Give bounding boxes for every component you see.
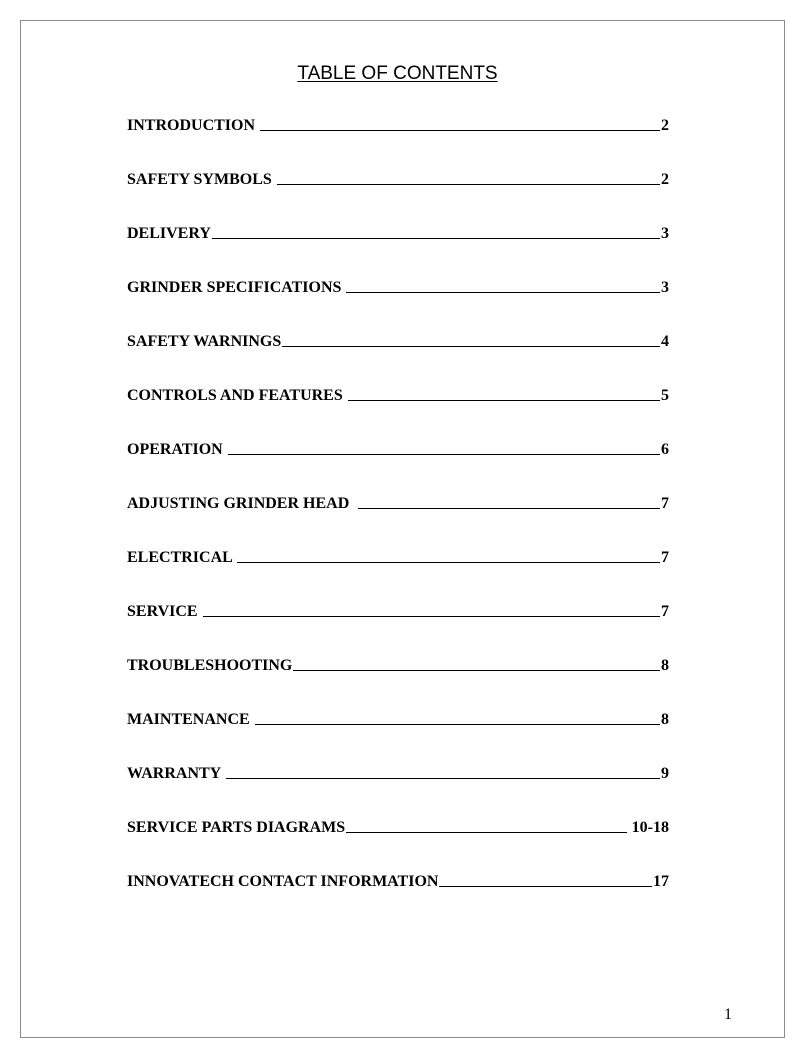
toc-list <box>127 117 669 927</box>
toc-entry-page: 4 <box>661 333 669 350</box>
toc-leader-line <box>237 562 660 563</box>
toc-entry-label: SERVICE PARTS DIAGRAMS <box>127 819 346 836</box>
toc-entry-maintenance <box>127 711 669 765</box>
toc-entry-label: MAINTENANCE <box>127 711 254 728</box>
toc-leader-line <box>282 346 660 347</box>
toc-entry-page: 7 <box>661 495 669 512</box>
toc-leader-line <box>277 184 660 185</box>
toc-entry-page: 3 <box>661 225 669 242</box>
toc-entry-service <box>127 603 669 657</box>
toc-entry-label: OPERATION <box>127 441 227 458</box>
toc-entry-electrical <box>127 549 669 603</box>
toc-title: TABLE OF CONTENTS <box>297 63 498 84</box>
toc-entry-label: ELECTRICAL <box>127 549 236 566</box>
toc-entry-grinder-specifications <box>127 279 669 333</box>
toc-entry-page: 3 <box>661 279 669 296</box>
toc-leader-line <box>439 886 652 887</box>
toc-entry-delivery <box>127 225 669 279</box>
toc-entry-adjusting-grinder-head <box>127 495 669 549</box>
toc-entry-label: SAFETY WARNINGS <box>127 333 282 350</box>
toc-entry-label: SAFETY SYMBOLS <box>127 171 276 188</box>
toc-entry-introduction <box>127 117 669 171</box>
toc-entry-page: 5 <box>661 387 669 404</box>
toc-leader-line <box>226 778 660 779</box>
toc-entry-troubleshooting <box>127 657 669 711</box>
toc-entry-safety-warnings <box>127 333 669 387</box>
toc-leader-line <box>346 292 660 293</box>
toc-entry-label: CONTROLS AND FEATURES <box>127 387 347 404</box>
toc-leader-line <box>260 130 660 131</box>
toc-entry-page: 2 <box>661 117 669 134</box>
toc-entry-label: WARRANTY <box>127 765 225 782</box>
toc-entry-innovatech-contact-information <box>127 873 669 927</box>
toc-entry-page: 9 <box>661 765 669 782</box>
toc-entry-label: TROUBLESHOOTING <box>127 657 293 674</box>
toc-leader-line <box>346 832 627 833</box>
toc-entry-label: INTRODUCTION <box>127 117 260 134</box>
toc-entry-label: INNOVATECH CONTACT INFORMATION <box>127 873 439 890</box>
toc-entry-page: 7 <box>661 549 669 566</box>
toc-entry-service-parts-diagrams <box>127 819 669 873</box>
toc-leader-line <box>255 724 660 725</box>
toc-entry-label: SERVICE <box>127 603 202 620</box>
toc-entry-page: 17 <box>653 873 669 890</box>
toc-entry-page: 8 <box>661 711 669 728</box>
toc-leader-line <box>348 400 660 401</box>
toc-entry-controls-and-features <box>127 387 669 441</box>
toc-entry-operation <box>127 441 669 495</box>
toc-entry-warranty <box>127 765 669 819</box>
toc-leader-line <box>212 238 660 239</box>
toc-entry-label: ADJUSTING GRINDER HEAD <box>127 495 358 512</box>
page-number: 1 <box>724 1006 732 1023</box>
toc-entry-page: 6 <box>661 441 669 458</box>
toc-entry-label: DELIVERY <box>127 225 211 242</box>
toc-leader-line <box>203 616 660 617</box>
toc-entry-page: 7 <box>661 603 669 620</box>
toc-leader-line <box>293 670 660 671</box>
toc-entry-safety-symbols <box>127 171 669 225</box>
toc-entry-page: 2 <box>661 171 669 188</box>
toc-leader-line <box>228 454 660 455</box>
toc-entry-label: GRINDER SPECIFICATIONS <box>127 279 346 296</box>
toc-entry-page: 10-18 <box>627 819 669 836</box>
toc-leader-line <box>358 508 660 509</box>
toc-entry-page: 8 <box>661 657 669 674</box>
